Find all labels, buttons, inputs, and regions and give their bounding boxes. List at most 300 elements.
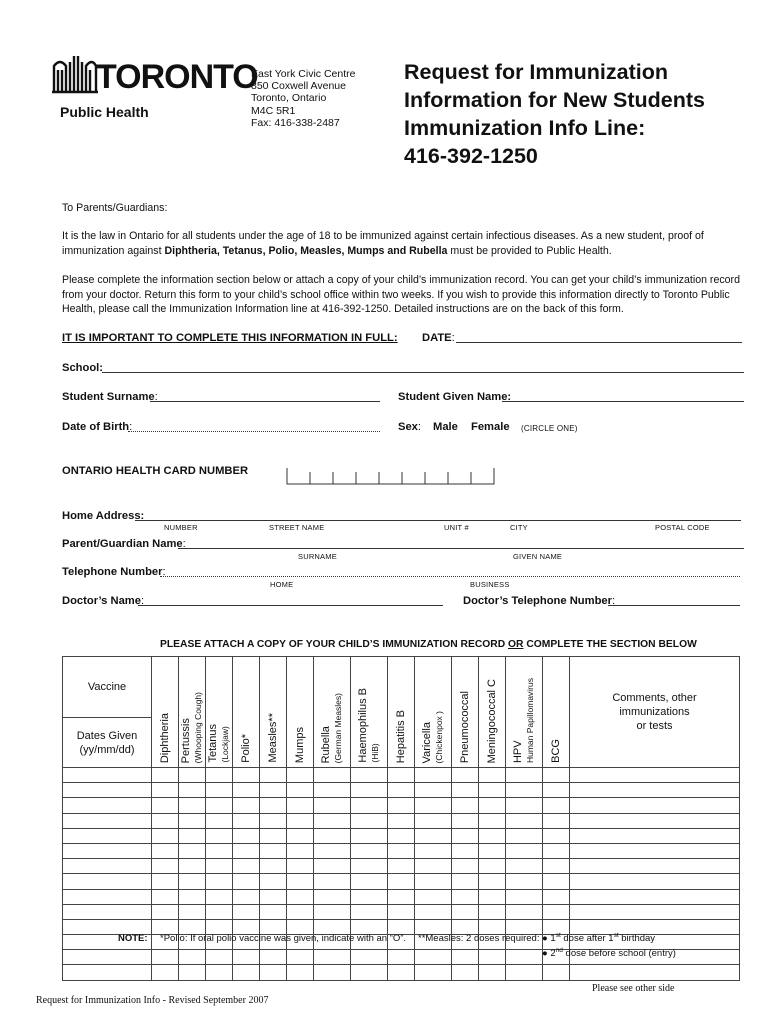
table-cell[interactable] [233,768,260,783]
note-sup: nd [555,947,563,954]
addr-sub-number: NUMBER [164,523,198,532]
table-cell[interactable] [206,965,233,980]
table-cell[interactable] [506,904,543,919]
table-cell[interactable] [415,813,452,828]
table-cell[interactable] [152,904,179,919]
table-cell[interactable] [260,859,287,874]
table-cell[interactable] [233,798,260,813]
table-cell[interactable] [543,859,570,874]
table-cell[interactable] [351,874,388,889]
table-cell[interactable] [287,768,314,783]
table-cell[interactable] [63,950,152,965]
table-cell[interactable] [260,783,287,798]
table-cell[interactable] [314,950,351,965]
col-sub: (Whooping Cough) [193,691,203,763]
table-cell[interactable] [63,874,152,889]
table-cell[interactable] [351,950,388,965]
table-cell[interactable] [260,843,287,858]
table-cell[interactable] [452,859,479,874]
vaccine-label: Vaccine [63,657,151,718]
table-cell[interactable] [479,783,506,798]
table-cell[interactable] [351,843,388,858]
table-cell[interactable] [179,965,206,980]
table-cell[interactable] [570,843,740,858]
table-row [63,843,740,858]
table-cell[interactable] [570,813,740,828]
table-cell[interactable] [152,828,179,843]
table-cell[interactable] [152,843,179,858]
col-label [486,679,498,763]
table-cell[interactable] [479,768,506,783]
table-cell[interactable] [206,889,233,904]
table-cell[interactable] [452,965,479,980]
para-line [62,244,752,259]
table-cell[interactable] [570,798,740,813]
col-label [207,724,231,763]
table-cell[interactable] [479,904,506,919]
table-cell[interactable] [479,859,506,874]
title-phone: 416-392-1250 [404,144,538,168]
table-cell[interactable] [152,859,179,874]
footer-revision: Request for Immunization Info - Revised September 2007 [36,995,269,1006]
dob-label: Date of Birth: [62,421,133,433]
table-cell[interactable] [206,768,233,783]
table-cell[interactable] [314,904,351,919]
table-row [63,904,740,919]
table-cell[interactable] [506,843,543,858]
table-cell[interactable] [233,859,260,874]
table-cell[interactable] [388,904,415,919]
table-cell[interactable] [287,859,314,874]
table-cell[interactable] [179,950,206,965]
table-cell[interactable] [314,768,351,783]
table-cell[interactable] [388,889,415,904]
table-cell[interactable] [543,843,570,858]
table-cell[interactable] [179,874,206,889]
table-row [63,813,740,828]
col-name: Pneumococcal [459,690,471,763]
table-cell[interactable] [179,828,206,843]
table-cell[interactable] [388,874,415,889]
table-row [63,768,740,783]
table-cell[interactable] [287,950,314,965]
circle-one-hint: (CIRCLE ONE) [521,424,578,433]
doctor-field[interactable] [138,605,443,606]
important-notice: IT IS IMPORTANT TO COMPLETE THIS INFORMATION IN FULL: [62,332,398,344]
table-cell[interactable] [506,828,543,843]
table-cell[interactable] [388,859,415,874]
table-cell[interactable] [543,768,570,783]
col-haemophilus [351,657,388,768]
table-cell[interactable] [233,904,260,919]
table-cell[interactable] [152,889,179,904]
table-cell[interactable] [63,783,152,798]
bullet-icon: ● [542,948,548,960]
table-cell[interactable] [179,798,206,813]
table-cell[interactable] [63,965,152,980]
table-cell[interactable] [179,813,206,828]
table-cell[interactable] [452,798,479,813]
col-tetanus [206,657,233,768]
address-fax: Fax: 416-338-2487 [251,116,340,129]
table-row [63,828,740,843]
table-cell[interactable] [388,783,415,798]
col-name: HPV [512,740,524,763]
home-address-field[interactable] [135,520,741,521]
table-cell[interactable] [452,874,479,889]
table-cell[interactable] [351,859,388,874]
doctor-label: Doctor’s Name: [62,595,145,607]
logo-wordmark: TORONTO [96,58,258,96]
table-cell[interactable] [479,813,506,828]
col-hepatitis-b [388,657,415,768]
table-cell[interactable] [506,874,543,889]
table-cell[interactable] [206,950,233,965]
table-cell[interactable] [287,904,314,919]
table-cell[interactable] [543,783,570,798]
tel-sub-business: BUSINESS [470,580,510,589]
doctor-phone-label: Doctor’s Telephone Number: [463,595,616,607]
table-heading [160,639,697,650]
logo [52,52,258,122]
table-cell[interactable] [388,828,415,843]
table-cell[interactable] [479,874,506,889]
table-cell[interactable] [351,813,388,828]
table-cell[interactable] [570,874,740,889]
table-cell[interactable] [314,798,351,813]
table-cell[interactable] [63,889,152,904]
sex-label-text: Sex [398,421,418,433]
table-cell[interactable] [543,904,570,919]
sex-option-male[interactable]: Male [433,421,458,433]
table-cell[interactable] [314,889,351,904]
table-cell[interactable] [388,965,415,980]
table-cell[interactable] [63,798,152,813]
table-cell[interactable] [179,859,206,874]
col-label [550,739,562,763]
table-cell[interactable] [570,889,740,904]
table-cell[interactable] [233,828,260,843]
table-cell[interactable] [260,889,287,904]
table-cell[interactable] [506,768,543,783]
table-cell[interactable] [452,843,479,858]
table-cell[interactable] [388,768,415,783]
table-cell[interactable] [415,874,452,889]
col-sub: (Chickenpox ) [434,710,444,763]
guardian-field[interactable] [178,548,744,549]
table-cell[interactable] [179,768,206,783]
table-cell[interactable] [415,768,452,783]
table-cell[interactable] [152,783,179,798]
table-cell[interactable] [388,843,415,858]
table-cell[interactable] [152,813,179,828]
logo-subtitle: Public Health [60,104,149,120]
table-cell[interactable] [415,828,452,843]
table-cell[interactable] [506,798,543,813]
table-cell[interactable] [152,950,179,965]
table-cell[interactable] [260,813,287,828]
para-line: Health, please call the Immunization Information line at 416-392-1250. Detailed instructions are on the back of this form. [62,303,624,315]
col-varicella [415,657,452,768]
col-polio [233,657,260,768]
table-cell[interactable] [388,950,415,965]
given-name-field[interactable] [502,401,744,402]
note-polio: *Polio: If oral polio vaccine was given, indicate with an “O”. [160,933,407,944]
date-label: DATE: [422,332,455,344]
table-cell[interactable] [152,965,179,980]
given-name-label: Student Given Name: [398,391,512,403]
table-cell[interactable] [206,843,233,858]
table-cell[interactable] [351,828,388,843]
table-cell[interactable] [152,798,179,813]
table-cell[interactable] [506,813,543,828]
table-cell[interactable] [415,843,452,858]
table-cell[interactable] [415,798,452,813]
table-cell[interactable] [506,965,543,980]
table-cell[interactable] [479,798,506,813]
sex-option-female[interactable]: Female [471,421,510,433]
table-cell[interactable] [63,813,152,828]
table-cell[interactable] [570,828,740,843]
col-label [512,678,536,763]
surname-label-text: Student Surname [62,391,155,403]
table-cell[interactable] [260,828,287,843]
table-cell[interactable] [479,843,506,858]
table-cell[interactable] [287,889,314,904]
table-cell[interactable] [388,798,415,813]
table-cell[interactable] [570,904,740,919]
col-label [395,710,407,763]
table-cell[interactable] [452,889,479,904]
col-label [240,734,252,763]
col-name: Diphtheria [159,712,171,763]
table-cell[interactable] [415,904,452,919]
table-cell[interactable] [415,783,452,798]
note-text: 2 [550,948,556,960]
tel-sub-home: HOME [270,580,294,589]
table-cell[interactable] [543,798,570,813]
col-sub: (HiB) [370,743,380,763]
table-cell[interactable] [287,965,314,980]
footer-see-other-side: Please see other side [592,983,675,994]
table-cell[interactable] [452,828,479,843]
table-cell[interactable] [351,889,388,904]
table-cell[interactable] [452,950,479,965]
sex-label: Sex: [398,421,422,433]
col-name: Tetanus [207,724,219,763]
addr-sub-city: CITY [510,523,528,532]
table-cell[interactable] [260,798,287,813]
table-cell[interactable] [452,813,479,828]
telephone-label-text: Telephone Number [62,566,163,578]
table-cell[interactable] [152,768,179,783]
col-hpv [506,657,543,768]
table-cell[interactable] [452,904,479,919]
col-label [357,688,381,763]
table-cell[interactable] [479,965,506,980]
table-cell[interactable] [314,843,351,858]
table-cell[interactable] [351,798,388,813]
note-text: dose before school (entry) [562,948,676,960]
table-cell[interactable] [570,859,740,874]
table-cell[interactable] [452,783,479,798]
table-cell[interactable] [570,768,740,783]
table-heading-text: COMPLETE THE SECTION BELOW [523,639,697,650]
table-cell[interactable] [506,889,543,904]
table-cell[interactable] [206,783,233,798]
table-cell[interactable] [206,874,233,889]
intro-paragraph-2 [62,273,752,317]
table-cell[interactable] [314,813,351,828]
col-name: Rubella [320,725,332,763]
dob-label-text: Date of Birth [62,421,130,433]
note-text: birthday [618,933,656,945]
table-cell[interactable] [415,859,452,874]
date-label-text: DATE [422,332,452,344]
health-card-number-boxes[interactable] [286,468,496,486]
table-cell[interactable] [260,965,287,980]
table-cell[interactable] [314,783,351,798]
guardian-sub-surname: SURNAME [298,552,337,561]
table-cell[interactable] [233,950,260,965]
table-cell[interactable] [314,859,351,874]
surname-label: Student Surname: [62,391,158,403]
table-cell[interactable] [233,843,260,858]
table-cell[interactable] [506,859,543,874]
table-cell[interactable] [233,965,260,980]
table-cell[interactable] [287,874,314,889]
col-label [421,711,445,763]
table-cell[interactable] [543,874,570,889]
table-cell[interactable] [351,768,388,783]
table-cell[interactable] [543,889,570,904]
table-cell[interactable] [233,783,260,798]
doctor-phone-label-text: Doctor’s Telephone Number [463,595,612,607]
table-cell[interactable] [287,843,314,858]
table-cell[interactable] [206,828,233,843]
table-cell[interactable] [260,874,287,889]
diseases-list: Diphtheria, Tetanus, Polio, Measles, Mumps and Rubella [164,244,448,257]
intro-paragraph-1 [62,229,752,258]
school-field[interactable] [102,372,744,373]
col-name: Pertussis [180,717,192,763]
note-text: dose after 1 [560,933,614,945]
table-cell[interactable] [63,904,152,919]
table-cell[interactable] [314,828,351,843]
table-cell[interactable] [260,768,287,783]
school-label: School: [62,362,104,374]
bullet-icon: ● [542,933,548,945]
telephone-field[interactable] [160,576,740,577]
table-cell[interactable] [314,874,351,889]
table-cell[interactable] [479,950,506,965]
col-mumps [287,657,314,768]
table-cell[interactable] [260,904,287,919]
table-cell[interactable] [506,783,543,798]
table-cell[interactable] [206,813,233,828]
note-dose-2 [542,947,676,959]
para-line: It is the law in Ontario for all students under the age of 18 to be immunized against certain infectious diseases. As a new student, proof of [62,230,704,242]
table-cell[interactable] [351,965,388,980]
table-cell[interactable] [63,768,152,783]
comments-line: Comments, other [612,692,697,704]
table-cell[interactable] [388,813,415,828]
table-header-row [63,657,740,768]
table-cell[interactable] [415,950,452,965]
table-cell[interactable] [179,783,206,798]
table-cell[interactable] [179,889,206,904]
health-card-label: ONTARIO HEALTH CARD NUMBER [62,465,249,477]
table-cell[interactable] [415,965,452,980]
date-field[interactable] [456,342,742,343]
col-name: Polio* [240,734,252,763]
table-cell[interactable] [287,798,314,813]
table-cell[interactable] [63,843,152,858]
col-sub: Human Papillomavirus [525,677,535,763]
table-cell[interactable] [351,904,388,919]
para-line: from your doctor. Return this form to your child’s school office within two weeks. If you wish to provide this information directly to Toronto Public [62,288,730,301]
table-cell[interactable] [179,843,206,858]
table-cell[interactable] [287,783,314,798]
doctor-phone-field[interactable] [608,605,740,606]
table-row [63,889,740,904]
table-cell[interactable] [351,783,388,798]
note-text: 1 [550,933,556,945]
table-cell[interactable] [206,798,233,813]
address-line: 850 Coxwell Avenue [251,80,346,93]
table-cell[interactable] [152,874,179,889]
table-cell[interactable] [287,828,314,843]
table-cell[interactable] [233,874,260,889]
col-bcg [543,657,570,768]
table-cell[interactable] [63,828,152,843]
table-cell[interactable] [206,859,233,874]
col-label [459,691,471,763]
col-pertussis [179,657,206,768]
surname-field[interactable] [150,401,380,402]
table-cell[interactable] [206,904,233,919]
table-cell[interactable] [63,859,152,874]
col-name: Measles** [267,713,279,763]
table-cell[interactable] [543,965,570,980]
dates-given-text: Dates Given [76,729,138,742]
table-cell[interactable] [452,768,479,783]
address-line: East York Civic Centre [251,68,356,80]
dob-field[interactable] [128,431,380,432]
note-measles: **Measles: 2 doses required: [418,933,540,944]
table-cell[interactable] [233,889,260,904]
table-cell[interactable] [233,813,260,828]
table-cell[interactable] [543,828,570,843]
table-cell[interactable] [415,889,452,904]
col-diphtheria [152,657,179,768]
table-cell[interactable] [506,950,543,965]
table-cell[interactable] [287,813,314,828]
table-cell[interactable] [479,828,506,843]
addr-sub-postal: POSTAL CODE [655,523,710,532]
table-cell[interactable] [570,783,740,798]
table-row [63,965,740,980]
para-line: Please complete the information section below or attach a copy of your child’s immunization record. You can get your child’s immunization record [62,274,740,286]
table-cell[interactable] [179,904,206,919]
table-cell[interactable] [570,965,740,980]
table-heading-or: OR [508,639,524,650]
table-cell[interactable] [479,889,506,904]
table-cell[interactable] [260,950,287,965]
table-cell[interactable] [543,813,570,828]
table-cell[interactable] [314,965,351,980]
address-line: M4C 5R1 [251,104,296,117]
